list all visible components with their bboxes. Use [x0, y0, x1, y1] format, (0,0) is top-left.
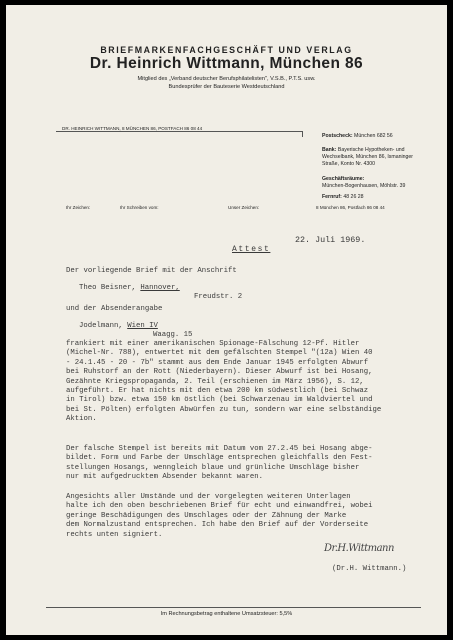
handwritten-signature: Dr.H.Wittmann: [324, 543, 394, 554]
recipient-street: Freudstr. 2: [194, 293, 243, 301]
phone-info: Fernruf: 48 26 28: [322, 194, 364, 200]
ref-your-letter: Ihr Schreiben vom:: [120, 205, 159, 210]
sender-street: Waagg. 15: [153, 331, 193, 339]
sender-name: Jodelmann, Wien IV: [79, 322, 158, 330]
return-address: DR. HEINRICH WITTMANN, 8 MÜNCHEN 86, POSTFACH 86 08 44: [62, 126, 203, 131]
ref-your-sign: Ihr Zeichen:: [66, 205, 91, 210]
sender-intro: und der Absenderangabe: [66, 305, 163, 313]
paragraph-3: Angesichts aller Umstände und der vorgelegten weiteren Unterlagen halte ich den oben beschriebenen Brief für echt und einwandfrei, wobei geringe Beschädigungen des Umschlages oder der Zähnung der Marke dem Normalzustand entsprechen. Ich habe den Brief auf der Vorderseite rechts unten signiert.: [66, 493, 373, 539]
letter-title: Attest: [232, 245, 271, 254]
address-window-corner: [302, 131, 303, 137]
letter-date: 22. Juli 1969.: [295, 235, 366, 245]
office-info: Geschäftsräume: München-Bogenhausen, Möhlstr. 39: [322, 176, 406, 190]
membership-line: Mitglied des „Verband deutscher Berufsphilatelisten", V.S.B., P.T.S. usw.: [137, 76, 316, 82]
auditor-line: Bundesprüfer der Bauteserie Westdeutschland: [168, 84, 285, 90]
intro-line: Der vorliegende Brief mit der Anschrift: [66, 267, 237, 275]
vat-note: Im Rechnungsbetrag enthaltene Umsatzsteuer: 5,5%: [160, 611, 293, 617]
ref-our-sign: Unser Zeichen:: [228, 205, 260, 210]
company-type: BRIEFMARKENFACHGESCHÄFT UND VERLAG: [100, 45, 353, 55]
postscheck: Postscheck: München 682 56: [322, 133, 393, 139]
signatory-name: (Dr.H. Wittmann.): [332, 565, 407, 573]
bank-info: Bank: Bayerische Hypotheken- und Wechselbank, München 86, Ismaninger Straße, Konto Nr. 4300: [322, 147, 414, 168]
paragraph-2: Der falsche Stempel ist bereits mit Datum vom 27.2.45 bei Hosang abge- bildet. Form und Farbe der Umschläge entsprechen gleichfalls den Fest- stellungen Hosangs, wenngleich blaue und grünliche Umschläge bisher nur mit aufgedrucktem Absender bekannt waren.: [66, 445, 373, 482]
ref-place: 8 München 86, Postfach 86 08 44: [316, 205, 385, 210]
recipient-name: Theo Beisner, Hannover,: [79, 284, 180, 292]
letter-page: [6, 5, 447, 635]
address-window-rule: [56, 131, 302, 132]
company-name: Dr. Heinrich Wittmann, München 86: [89, 55, 364, 72]
footer-rule: [46, 607, 421, 608]
paragraph-1: frankiert mit einer amerikanischen Spionage-Fälschung 12-Pf. Hitler (Michel-Nr. 788), entwertet mit dem gefälschten Stempel "(12a) Wien 40 - 24.1.45 - 20 - 7b" stammt aus dem Ende Januar 1945 erfolgten Abwurf bei Ruhstorf an der Rott (Niederbayern). Dieser Abwurf ist bei Hosang, Gezähnte Kriegspropaganda, 2. Teil (erschienen im März 1956), S. 12, aufgeführt. Er hat nichts mit den etwa 200 km südwestlich (bei Schwaz in Tirol) bzw. etwa 150 km östlich (bei Schwarzenau im Waldviertel und bei St. Pölten) erfolgten Abwürfen zu tun, sondern war eine selbständige Aktion.: [66, 340, 382, 424]
